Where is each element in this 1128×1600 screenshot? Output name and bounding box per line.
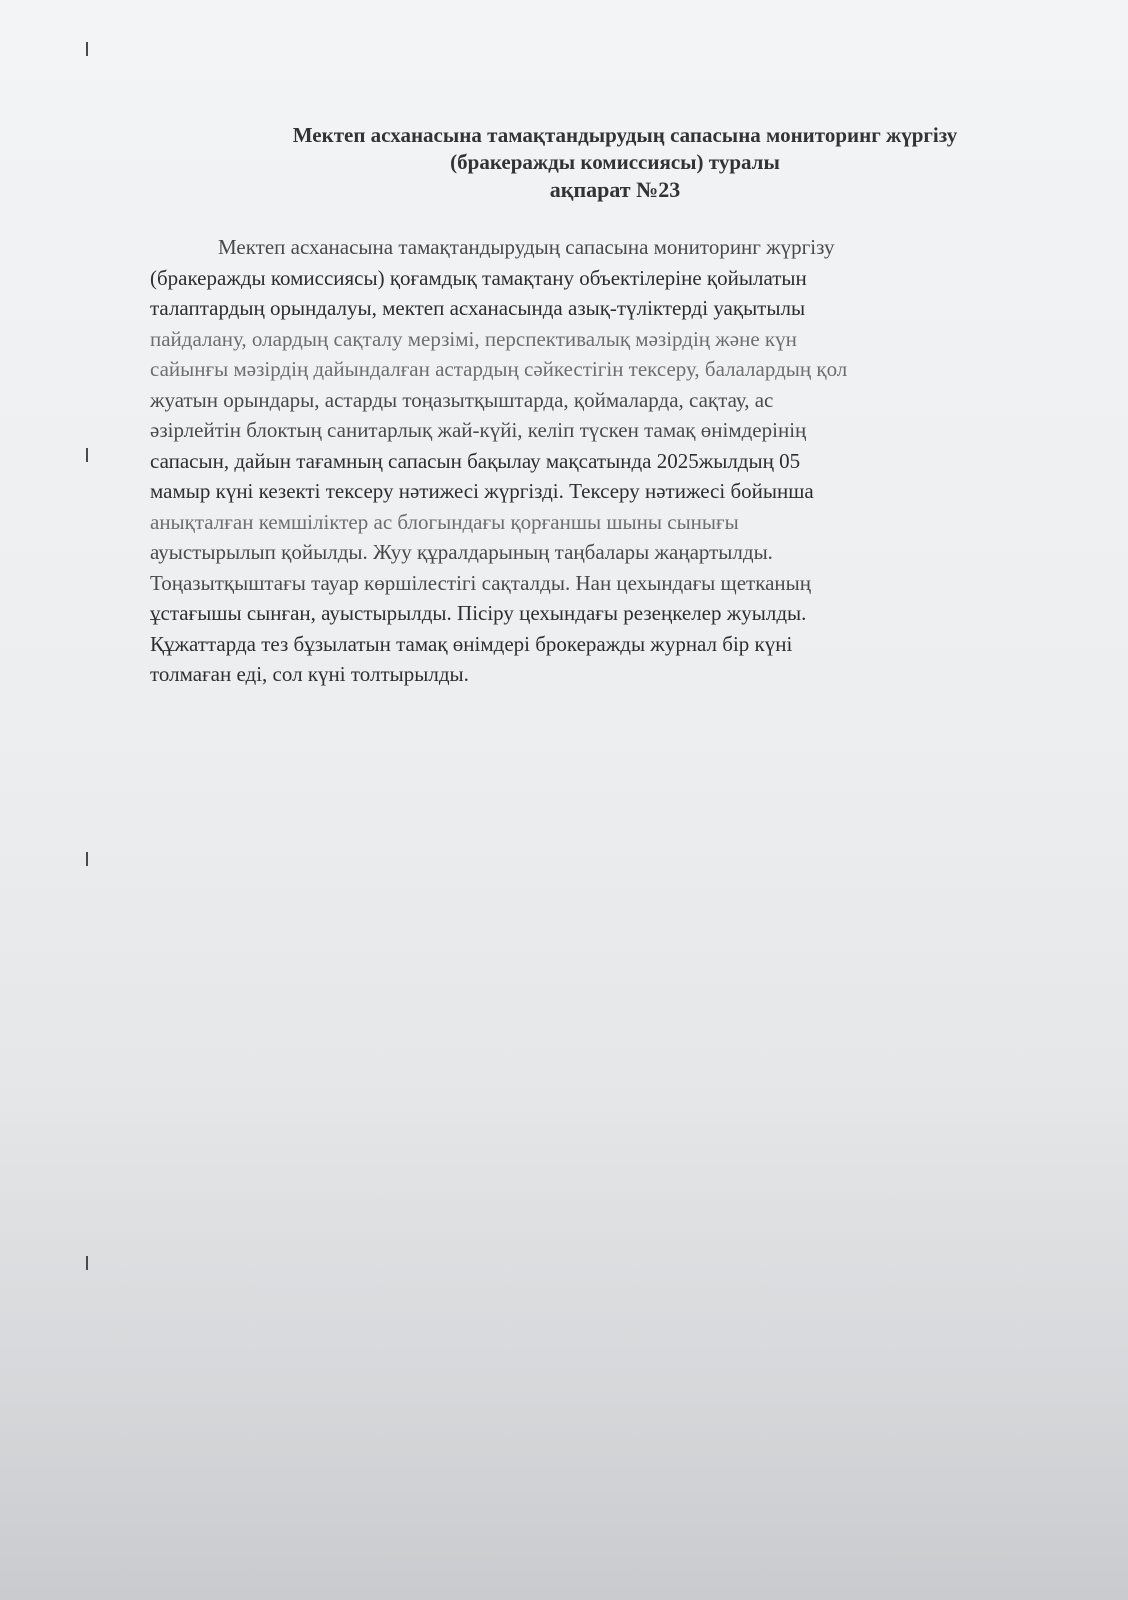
body-line: ұстағышы сынған, ауыстырылды. Пісіру цехындағы резеңкелер жуылды. [150, 601, 807, 625]
binder-hole-mark [86, 852, 88, 866]
body-line: әзірлейтін блоктың санитарлық жай-күйі, келіп түскен тамақ өнімдерінің [150, 418, 807, 442]
body-line: Мектеп асханасына тамақтандырудың сапасына мониторинг жүргізу [218, 235, 835, 259]
title-line-2: (бракеражды комиссиясы) туралы [450, 150, 780, 174]
title-line-1: Мектеп асханасына тамақтандырудың сапасына мониторинг жүргізу [292, 123, 958, 147]
binder-hole-mark [86, 1256, 88, 1270]
body-line: сапасын, дайын тағамның сапасын бақылау мақсатында 2025жылдың 05 [150, 448, 801, 473]
binder-hole-mark [86, 42, 88, 56]
body-line: ауыстырылып қойылды. Жуу құралдарының таңбалары жаңартылды. [150, 540, 773, 564]
body-line: жуатын орындары, астарды тоңазытқыштарда, қоймаларда, сақтау, ас [150, 387, 774, 412]
photo-shadow [0, 1080, 1128, 1600]
document-title [150, 122, 1080, 203]
body-line: анықталған кемшіліктер ас блогындағы қорғаншы шыны сынығы [150, 509, 739, 534]
body-line: сайынғы мәзірдің дайындалған астардың сәйкестігін тексеру, балалардың қол [150, 357, 848, 381]
body-line: мамыр күні кезекті тексеру нәтижесі жүргізді. Тексеру нәтижесі бойынша [150, 479, 814, 503]
title-line-3: ақпарат №23 [549, 177, 681, 202]
body-line: толмаған еді, сол күні толтырылды. [150, 662, 469, 686]
body-line: пайдалану, олардың сақталу мерзімі, перспективалық мәзірдің және күн [150, 326, 797, 351]
document-body [150, 232, 1080, 690]
body-line: талаптардың орындалуы, мектеп асханасында азық-түліктерді уақытылы [150, 296, 806, 320]
body-line: Құжаттарда тез бұзылатын тамақ өнімдері брокеражды журнал бір күні [150, 631, 793, 656]
body-line: (бракеражды комиссиясы) қоғамдық тамақтану объектілеріне қойылатын [150, 265, 807, 290]
binder-hole-mark [86, 448, 88, 462]
body-line: Тоңазытқыштағы тауар көршілестігі сақталды. Нан цехындағы щетканың [150, 570, 811, 595]
